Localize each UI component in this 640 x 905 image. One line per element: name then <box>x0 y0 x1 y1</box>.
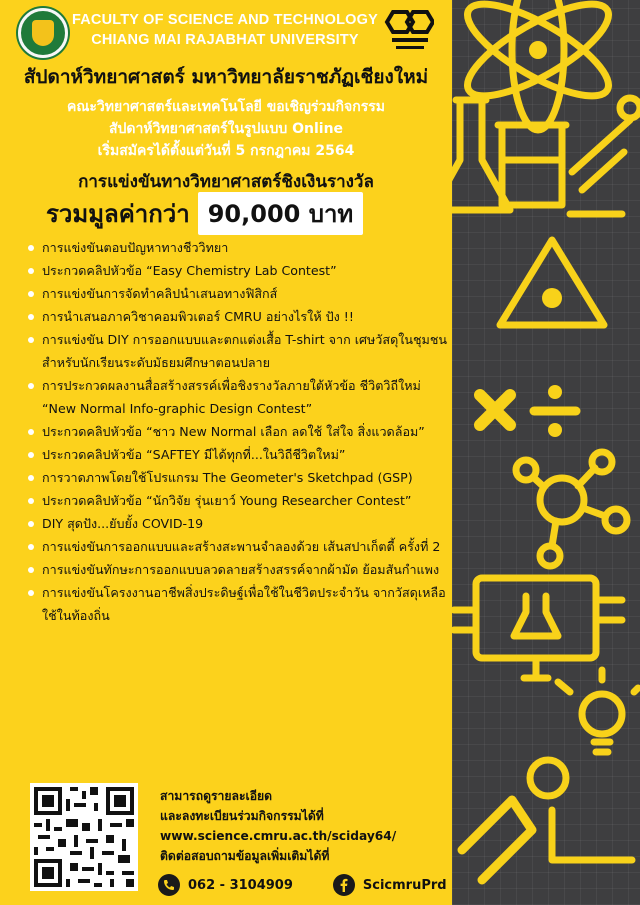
qr-code[interactable] <box>30 783 138 891</box>
intro-line: เริ่มสมัครได้ตั้งแต่วันที่ 5 กรกฎาคม 2564 <box>97 143 355 159</box>
phone-number[interactable]: 062 - 3104909 <box>188 877 293 893</box>
list-item: การแข่งขันโครงงานอาชีพสิ่งประดิษฐ์เพื่อใช้ในชีวิตประจำวัน จากวัสดุเหลือใช้ในท้องถิ่น <box>22 581 450 627</box>
event-title: สัปดาห์วิทยาศาสตร์ มหาวิทยาลัยราชภัฏเชียงใหม่ <box>23 66 429 88</box>
list-item: ประกวดคลิปหัวข้อ “นักวิจัย รุ่นเยาว์ Young Researcher Contest” <box>22 489 450 512</box>
prize-banner <box>46 194 363 232</box>
multiply-icon <box>480 395 510 425</box>
list-item: ประกวดคลิปหัวข้อ “SAFTEY มีได้ทุกที่...ในวิถีชีวิตใหม่” <box>22 443 450 466</box>
list-item: ประกวดคลิปหัวข้อ “Easy Chemistry Lab Contest” <box>22 259 450 282</box>
facebook-page[interactable]: ScicmruPrd <box>362 877 447 893</box>
info-line: และลงทะเบียนร่วมกิจกรรมได้ที่ <box>160 809 324 823</box>
university-seal-icon <box>18 8 68 58</box>
faculty-header <box>70 10 380 50</box>
facebook-icon <box>333 874 355 896</box>
monitor-lab-icon <box>454 578 622 678</box>
competition-list <box>22 236 450 627</box>
intro-text <box>0 96 452 162</box>
list-item: การแข่งขันทักษะการออกแบบลวดลายสร้างสรรค์จากผ้ามัด ย้อมสันกำแพง <box>22 558 450 581</box>
registration-info <box>160 786 450 866</box>
microscope-icon <box>570 98 640 214</box>
list-item: ประกวดคลิปหัวข้อ “ชาว New Normal เลือก ลดใช้ ใส่ใจ สิ่งแวดล้อม” <box>22 420 450 443</box>
info-line: สามารถดูรายละเอียด <box>160 789 273 803</box>
info-line: ติดต่อสอบถามข้อมูลเพิ่มเติมได้ที่ <box>160 849 330 863</box>
header-line-1: FACULTY OF SCIENCE AND TECHNOLOGY <box>71 12 378 28</box>
intro-line: คณะวิทยาศาสตร์และเทคโนโลยี ขอเชิญร่วมกิจกรรม <box>67 99 385 115</box>
list-item: การแข่งขัน DIY การออกแบบและตกแต่งเสื้อ T-shirt จาก เศษวัสดุในชุมชน สำหรับนักเรียนระดับมัธยมศึกษาตอนปลาย <box>22 328 450 374</box>
header-line-2: CHIANG MAI RAJABHAT UNIVERSITY <box>91 32 359 48</box>
list-item: การวาดภาพโดยใช้โปรแกรม The Geometer's Sketchpad (GSP) <box>22 466 450 489</box>
phone-icon <box>158 874 180 896</box>
molecule-icon <box>516 452 627 566</box>
triangle-eye-icon <box>500 240 604 325</box>
list-item: การประกวดผลงานสื่อสร้างสรรค์เพื่อชิงรางวัลภายใต้หัวข้อ ชีวิตวิถีใหม่ “New Normal Info-graphic Design Contest” <box>22 374 450 420</box>
prize-label: รวมมูลค่ากว่า <box>46 199 190 228</box>
faculty-logo-icon <box>384 8 434 56</box>
divide-icon <box>534 385 576 437</box>
list-item: การนำเสนอภาควิชาคอมพิวเตอร์ CMRU อย่างไรให้ ปัง !! <box>22 305 450 328</box>
list-item: การแข่งขันตอบปัญหาทางชีววิทยา <box>22 236 450 259</box>
list-item: การแข่งขันการออกแบบและสร้างสะพานจำลองด้วย เส้นสปาเก็ตตี้ ครั้งที่ 2 <box>22 535 450 558</box>
bulb-gear-icon <box>462 670 638 880</box>
prize-amount: 90,000 บาท <box>198 192 364 235</box>
intro-line: สัปดาห์วิทยาศาสตร์ในรูปแบบ Online <box>108 121 344 137</box>
contact-row <box>158 872 447 898</box>
competition-title: การแข่งขันทางวิทยาศาสตร์ชิงเงินรางวัล <box>78 172 374 192</box>
science-illustration-panel <box>452 0 640 905</box>
registration-url[interactable]: www.science.cmru.ac.th/sciday64/ <box>160 829 397 843</box>
list-item: DIY สุดปัง...ยับยั้ง COVID-19 <box>22 512 450 535</box>
list-item: การแข่งขันการจัดทำคลิปนำเสนอทางฟิสิกส์ <box>22 282 450 305</box>
beaker-icon <box>498 125 566 205</box>
